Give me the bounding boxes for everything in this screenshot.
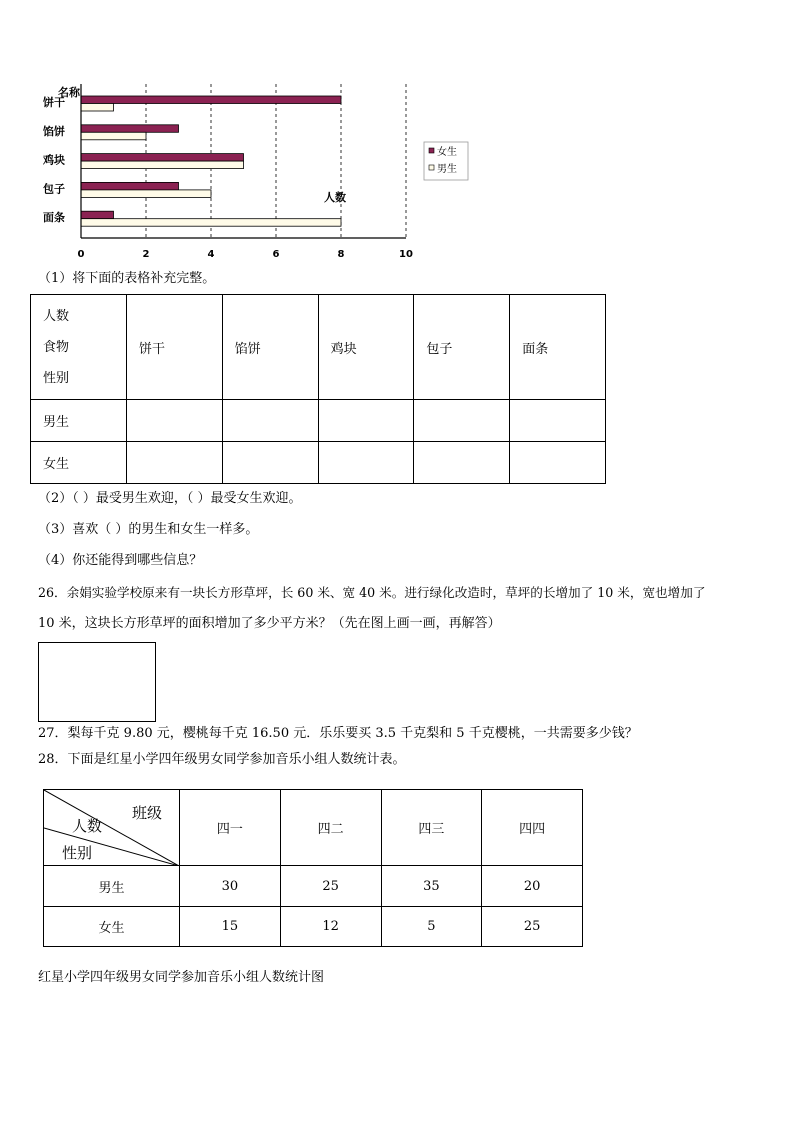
bar-boys-3 bbox=[81, 161, 244, 169]
q27-text: 27．梨每千克 9.80 元，樱桃每千克 16.50 元．乐乐要买 3.5 千克梨和 5 千克樱桃，一共需要多少钱？ bbox=[38, 726, 638, 741]
bar-boys-4 bbox=[81, 190, 211, 198]
q25-part3: （3）喜欢（ ）的男生和女生一样多。 bbox=[38, 522, 259, 537]
q25-part2: （2）（ ）最受男生欢迎，（ ）最受女生欢迎。 bbox=[38, 491, 302, 506]
answer-cell[interactable] bbox=[510, 442, 606, 484]
row-label-boys: 男生 bbox=[31, 400, 127, 442]
value-cell: 12 bbox=[280, 907, 381, 947]
q28-text: 28．下面是红星小学四年级男女同学参加音乐小组人数统计表。 bbox=[38, 752, 406, 767]
q25-part4: （4）你还能得到哪些信息？ bbox=[38, 553, 203, 568]
corner-line-1: 人数 bbox=[43, 308, 70, 324]
category-label: 饼干 bbox=[43, 96, 65, 109]
row-label-girls: 女生 bbox=[31, 442, 127, 484]
q26-line1: 26．余娟实验学校原来有一块长方形草坪，长 60 米、宽 40 米。进行绿化改造时，草坪的长增加了 10 米，宽也增加了 bbox=[38, 585, 706, 600]
category-label: 包子 bbox=[43, 182, 65, 196]
answer-cell[interactable] bbox=[222, 400, 318, 442]
answer-cell[interactable] bbox=[318, 442, 414, 484]
food-table-corner bbox=[31, 295, 127, 400]
answer-cell[interactable] bbox=[414, 442, 510, 484]
bar-boys-5 bbox=[81, 219, 341, 227]
x-tick-label: 10 bbox=[399, 249, 413, 260]
food-header: 面条 bbox=[510, 295, 606, 400]
value-cell: 35 bbox=[381, 866, 482, 907]
bar-boys-1 bbox=[81, 104, 114, 112]
corner-label-class: 班级 bbox=[132, 804, 163, 822]
x-axis-title: 人数 bbox=[324, 191, 346, 204]
answer-cell[interactable] bbox=[318, 400, 414, 442]
corner-line-3: 性别 bbox=[43, 370, 70, 386]
answer-cell[interactable] bbox=[510, 400, 606, 442]
lawn-rectangle-drawing-area[interactable] bbox=[38, 642, 156, 722]
q25-part1: （1）将下面的表格补充完整。 bbox=[38, 271, 216, 286]
legend-label-girls: 女生 bbox=[437, 147, 457, 158]
q26-line2: 10 米，这块长方形草坪的面积增加了多少平方米？（先在图上画一画，再解答） bbox=[38, 616, 501, 631]
food-header: 饼干 bbox=[127, 295, 223, 400]
food-header: 鸡块 bbox=[318, 295, 414, 400]
class-header: 四二 bbox=[280, 790, 381, 866]
corner-label-count: 人数 bbox=[72, 817, 103, 835]
legend bbox=[424, 142, 468, 180]
value-cell: 25 bbox=[482, 907, 583, 947]
legend-swatch-boys bbox=[429, 165, 434, 170]
food-table bbox=[30, 294, 606, 484]
bar-girls-5 bbox=[81, 211, 114, 219]
bar-girls-2 bbox=[81, 125, 179, 133]
answer-cell[interactable] bbox=[414, 400, 510, 442]
class-header: 四一 bbox=[180, 790, 281, 866]
answer-cell[interactable] bbox=[127, 400, 223, 442]
legend-label-boys: 男生 bbox=[437, 164, 457, 175]
value-cell: 15 bbox=[180, 907, 281, 947]
value-cell: 5 bbox=[381, 907, 482, 947]
y-axis-title: 名称 bbox=[58, 86, 80, 99]
food-header: 包子 bbox=[414, 295, 510, 400]
music-group-table bbox=[43, 789, 583, 947]
x-tick-label: 6 bbox=[272, 249, 280, 260]
food-header: 馅饼 bbox=[222, 295, 318, 400]
x-tick-label: 0 bbox=[77, 249, 85, 260]
row-label-girls: 女生 bbox=[44, 907, 180, 947]
bar-girls-4 bbox=[81, 182, 179, 190]
bar-boys-2 bbox=[81, 132, 146, 140]
answer-cell[interactable] bbox=[127, 442, 223, 484]
legend-swatch-girls bbox=[429, 148, 434, 153]
bar-chart bbox=[30, 78, 490, 268]
category-label: 面条 bbox=[43, 211, 65, 225]
value-cell: 20 bbox=[482, 866, 583, 907]
x-tick-label: 2 bbox=[142, 249, 150, 260]
music-table-corner bbox=[44, 790, 180, 866]
x-tick-label: 4 bbox=[207, 249, 215, 260]
bar-girls-1 bbox=[81, 96, 341, 104]
category-label: 鸡块 bbox=[43, 153, 65, 167]
value-cell: 30 bbox=[180, 866, 281, 907]
corner-label-gender: 性别 bbox=[62, 844, 93, 862]
answer-cell[interactable] bbox=[222, 442, 318, 484]
row-label-boys: 男生 bbox=[44, 866, 180, 907]
bar-girls-3 bbox=[81, 154, 244, 162]
value-cell: 25 bbox=[280, 866, 381, 907]
class-header: 四四 bbox=[482, 790, 583, 866]
class-header: 四三 bbox=[381, 790, 482, 866]
category-label: 馅饼 bbox=[43, 124, 65, 138]
q28-chart-caption: 红星小学四年级男女同学参加音乐小组人数统计图 bbox=[38, 970, 325, 985]
corner-line-2: 食物 bbox=[43, 339, 70, 355]
x-tick-label: 8 bbox=[337, 249, 345, 260]
